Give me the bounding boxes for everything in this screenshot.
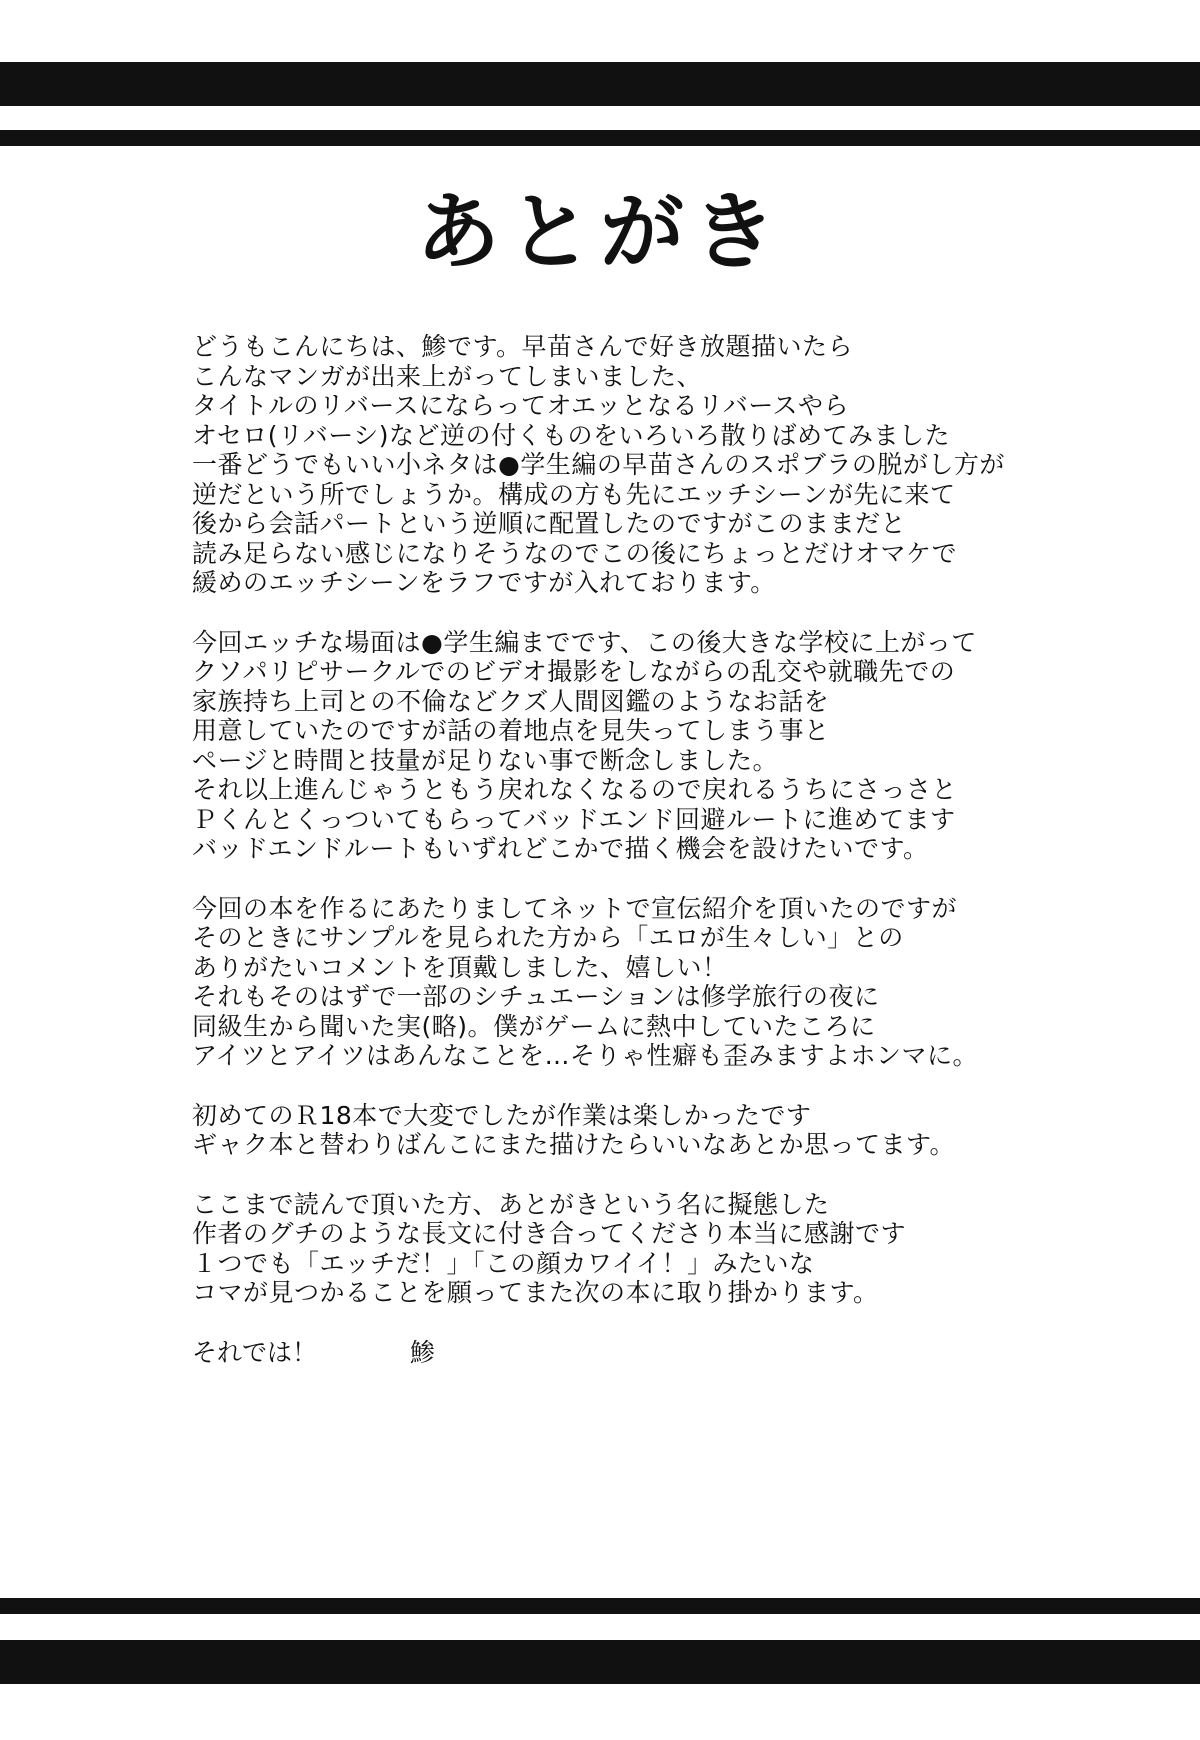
text-line: バッドエンドルートもいずれどこかで描く機会を設けたいです。 [192, 834, 929, 863]
text-line: 用意していたのですが話の着地点を見失ってしまう事と [192, 716, 830, 745]
text-line: 同級生から聞いた実(略)。僕がゲームに熱中していたころに [192, 1011, 876, 1041]
text-line: そのときにサンプルを見られた方から「エロが生々しい」との [192, 923, 904, 952]
top-border-thin [0, 130, 1200, 146]
text-line: ありがたいコメントを頂戴しました、嬉しい！ [192, 952, 728, 982]
paragraph-3 [192, 894, 1092, 1071]
text-line: コマが見つかることを願ってまた次の本に取り掛かります。 [192, 1278, 879, 1307]
text-line: どうもこんにちは、鯵です。早苗さんで好き放題描いたら [192, 332, 854, 361]
text-line: 後から会話パートという逆順に配置したのですがこのままだと [192, 509, 907, 538]
text-line: それもそのはずで一部のシチュエーションは修学旅行の夜に [192, 982, 880, 1011]
signoff [192, 1338, 1092, 1368]
paragraph-5 [192, 1190, 1092, 1308]
text-line: ギャク本と替わりばんこにまた描けたらいいなあとか思ってます。 [192, 1130, 956, 1159]
text-line: オセロ(リバーシ)など逆の付くものをいろいろ散りばめてみました [192, 420, 951, 450]
paragraph-1 [192, 332, 1092, 598]
text-line: 一番どうでもいい小ネタは●学生編の早苗さんのスポブラの脱がし方が [192, 450, 1005, 479]
farewell-text: それでは！ [192, 1337, 318, 1367]
text-line: １つでも「エッチだ！」「この顔カワイイ！」みたいな [192, 1248, 815, 1278]
text-line: タイトルのリバースにならってオエッとなるリバースやら [192, 391, 850, 420]
text-line: 今回エッチな場面は●学生編までです、この後大きな学校に上がって [192, 627, 977, 657]
page-title: あとがき [415, 183, 784, 281]
author-signature: 鯵 [410, 1337, 436, 1367]
text-line: クソパリピサークルでのビデオ撮影をしながらの乱交や就職先での [192, 657, 956, 686]
text-line: アイツとアイツはあんなことを…そりゃ性癖も歪みますよホンマに。 [192, 1041, 979, 1070]
bottom-border-thick [0, 1640, 1200, 1684]
afterword-body [192, 332, 1092, 1368]
paragraph-2 [192, 628, 1092, 864]
bottom-border-thin [0, 1598, 1200, 1614]
text-line: 家族持ち上司との不倫などクズ人間図鑑のようなお話を [192, 686, 830, 716]
text-line: 初めてのＲ18本で大変でしたが作業は楽しかったです [192, 1100, 812, 1130]
text-line: それ以上進んじゃうともう戻れなくなるので戻れるうちにさっさと [192, 775, 958, 804]
text-line: ページと時間と技量が足りない事で断念しました。 [192, 745, 779, 775]
text-line: 読み足らない感じになりそうなのでこの後にちょっとだけオマケで [192, 538, 958, 568]
top-border-thick [0, 62, 1200, 106]
text-line: 逆だという所でしょうか。構成の方も先にエッチシーンが先に来て [192, 479, 956, 509]
text-line: ここまで読んで頂いた方、あとがきという名に擬態した [192, 1189, 830, 1219]
text-line: 今回の本を作るにあたりましてネットで宣伝紹介を頂いたのですが [192, 893, 958, 923]
paragraph-4 [192, 1101, 1092, 1160]
text-line: 作者のグチのような長文に付き合ってくださり本当に感謝です [192, 1219, 907, 1248]
text-line: こんなマンガが出来上がってしまいました、 [192, 361, 703, 391]
text-line: 緩めのエッチシーンをラフですが入れております。 [192, 568, 776, 597]
text-line: Ｐくんとくっついてもらってバッドエンド回避ルートに進めてます [192, 804, 956, 834]
